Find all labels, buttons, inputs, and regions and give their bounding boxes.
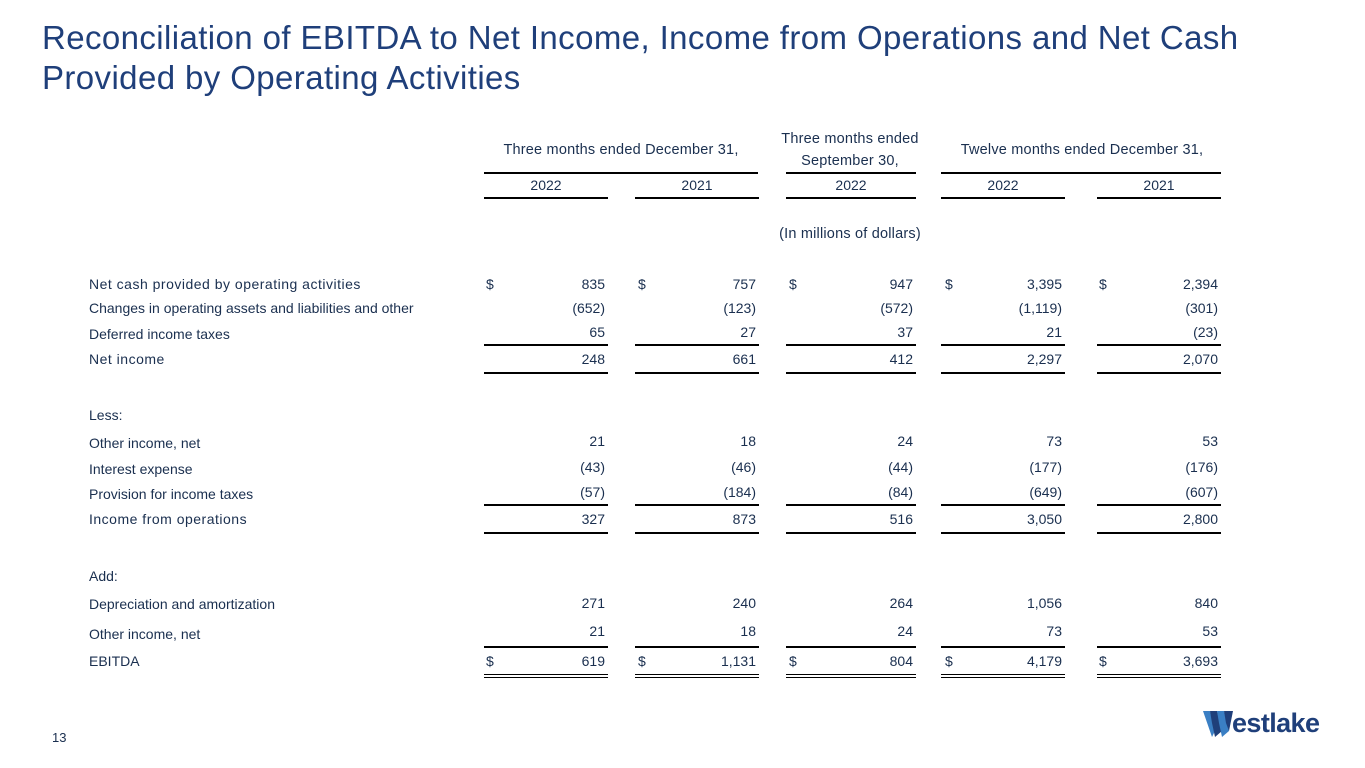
currency-symbol: $ <box>945 276 953 292</box>
cell-value: 2,297 <box>1026 351 1062 367</box>
subtotal-rule <box>484 646 608 648</box>
cell-value: (184) <box>723 484 756 500</box>
year-col-5: 2021 <box>1143 177 1175 193</box>
subtotal-rule <box>484 344 608 346</box>
double-total-rule <box>635 677 759 678</box>
double-total-rule <box>635 674 759 675</box>
row-label: EBITDA <box>89 653 140 669</box>
double-total-rule <box>941 677 1065 678</box>
total-rule <box>1097 372 1221 374</box>
header-three-months-dec: Three months ended December 31, <box>503 142 739 158</box>
cell-value: 21 <box>589 433 605 449</box>
subtotal-rule <box>1097 344 1221 346</box>
units-note: (In millions of dollars) <box>779 226 921 242</box>
table-row-depreciation <box>0 595 1365 615</box>
cell-value: 757 <box>732 276 756 292</box>
subtotal-rule <box>1097 646 1221 648</box>
cell-value: 873 <box>732 511 756 527</box>
row-label: Depreciation and amortization <box>89 596 275 612</box>
year-rule <box>941 197 1065 199</box>
cell-value: 37 <box>897 324 913 340</box>
table-row-net-income <box>0 351 1365 371</box>
cell-value: 1,056 <box>1026 595 1062 611</box>
table-row-ebitda <box>0 653 1365 673</box>
cell-value: 327 <box>581 511 605 527</box>
cell-value: 240 <box>732 595 756 611</box>
logo-wordmark: estlake <box>1232 708 1320 738</box>
cell-value: 1,131 <box>720 653 756 669</box>
total-rule <box>941 532 1065 534</box>
cell-value: 18 <box>740 433 756 449</box>
cell-value: 3,050 <box>1026 511 1062 527</box>
row-label: Provision for income taxes <box>89 486 254 502</box>
table-row-deferred-taxes <box>0 324 1365 344</box>
total-rule <box>786 532 916 534</box>
double-total-rule <box>1097 674 1221 675</box>
currency-symbol: $ <box>945 653 953 669</box>
cell-value: 804 <box>889 653 913 669</box>
cell-value: 73 <box>1046 433 1062 449</box>
cell-value: (46) <box>731 459 756 475</box>
cell-value: 2,800 <box>1182 511 1218 527</box>
header-three-months-sep-line1: Three months ended <box>781 131 919 147</box>
row-label: Net income <box>89 351 165 367</box>
page-number: 13 <box>52 730 67 745</box>
cell-value: 18 <box>740 623 756 639</box>
cell-value: (177) <box>1029 459 1062 475</box>
currency-symbol: $ <box>1099 276 1107 292</box>
table-row-changes-operating <box>0 300 1365 320</box>
year-rule <box>1097 197 1221 199</box>
cell-value: 3,395 <box>1026 276 1062 292</box>
table-row-income-operations <box>0 511 1365 531</box>
row-label: Add: <box>89 568 118 584</box>
currency-symbol: $ <box>486 276 494 292</box>
double-total-rule <box>941 674 1065 675</box>
row-label: Changes in operating assets and liabilities and other <box>89 300 414 316</box>
table-row-interest-expense <box>0 459 1365 479</box>
subtotal-rule <box>941 646 1065 648</box>
currency-symbol: $ <box>789 276 797 292</box>
cell-value: 835 <box>581 276 605 292</box>
cell-value: 619 <box>581 653 605 669</box>
row-label: Income from operations <box>89 511 248 527</box>
row-label: Deferred income taxes <box>89 326 230 342</box>
total-rule <box>941 372 1065 374</box>
subtotal-rule <box>786 504 916 506</box>
header-twelve-months-dec: Twelve months ended December 31, <box>960 142 1204 158</box>
row-label: Less: <box>89 407 123 423</box>
cell-value: 2,070 <box>1182 351 1218 367</box>
group-rule-three-months-sep <box>786 172 916 174</box>
cell-value: 516 <box>889 511 913 527</box>
cell-value: (652) <box>572 300 605 316</box>
header-three-months-sep <box>770 128 930 172</box>
page-title: Reconciliation of EBITDA to Net Income, Income from Operations and Net Cash Provided by Operating Activities <box>42 19 1239 96</box>
cell-value: (176) <box>1185 459 1218 475</box>
table-row-provision-taxes <box>0 484 1365 504</box>
cell-value: 21 <box>589 623 605 639</box>
cell-value: 840 <box>1194 595 1218 611</box>
cell-value: (1,119) <box>1018 300 1062 316</box>
total-rule <box>1097 532 1221 534</box>
row-label: Net cash provided by operating activities <box>89 276 361 292</box>
cell-value: 21 <box>1046 324 1062 340</box>
cell-value: 24 <box>897 433 913 449</box>
cell-value: (649) <box>1029 484 1062 500</box>
subtotal-rule <box>941 344 1065 346</box>
total-rule <box>786 372 916 374</box>
double-total-rule <box>484 674 608 675</box>
cell-value: 4,179 <box>1026 653 1062 669</box>
total-rule <box>484 532 608 534</box>
cell-value: 65 <box>589 324 605 340</box>
cell-value: 73 <box>1046 623 1062 639</box>
currency-symbol: $ <box>486 653 494 669</box>
year-rule <box>786 197 916 199</box>
cell-value: (44) <box>888 459 913 475</box>
subtotal-rule <box>1097 504 1221 506</box>
double-total-rule <box>786 674 916 675</box>
group-rule-three-months-dec <box>484 172 758 174</box>
currency-symbol: $ <box>638 653 646 669</box>
subtotal-rule <box>484 504 608 506</box>
table-row-net-cash <box>0 276 1365 296</box>
subtotal-rule <box>635 504 759 506</box>
cell-value: 24 <box>897 623 913 639</box>
table-row-other-income-add <box>0 623 1365 643</box>
cell-value: (84) <box>888 484 913 500</box>
year-col-4: 2022 <box>987 177 1019 193</box>
double-total-rule <box>786 677 916 678</box>
double-total-rule <box>484 677 608 678</box>
currency-symbol: $ <box>638 276 646 292</box>
cell-value: 661 <box>732 351 756 367</box>
table-row-other-income <box>0 433 1365 453</box>
cell-value: 264 <box>889 595 913 611</box>
row-label: Interest expense <box>89 461 193 477</box>
cell-value: 27 <box>740 324 756 340</box>
cell-value: 53 <box>1202 623 1218 639</box>
cell-value: (23) <box>1193 324 1218 340</box>
cell-value: (607) <box>1185 484 1218 500</box>
year-col-2: 2021 <box>681 177 713 193</box>
cell-value: (301) <box>1185 300 1218 316</box>
group-rule-twelve-months-dec <box>941 172 1221 174</box>
westlake-logo <box>1203 709 1337 739</box>
cell-value: (57) <box>580 484 605 500</box>
cell-value: (572) <box>880 300 913 316</box>
row-label: Other income, net <box>89 435 201 451</box>
header-three-months-sep-line2: September 30, <box>801 153 899 169</box>
year-rule <box>484 197 608 199</box>
cell-value: 412 <box>889 351 913 367</box>
year-col-1: 2022 <box>530 177 562 193</box>
currency-symbol: $ <box>789 653 797 669</box>
double-total-rule <box>1097 677 1221 678</box>
cell-value: 2,394 <box>1182 276 1218 292</box>
cell-value: 248 <box>581 351 605 367</box>
total-rule <box>635 372 759 374</box>
total-rule <box>484 372 608 374</box>
cell-value: (43) <box>580 459 605 475</box>
cell-value: 53 <box>1202 433 1218 449</box>
cell-value: 271 <box>581 595 605 611</box>
currency-symbol: $ <box>1099 653 1107 669</box>
year-rule <box>635 197 759 199</box>
cell-value: 3,693 <box>1182 653 1218 669</box>
row-label: Other income, net <box>89 626 201 642</box>
cell-value: (123) <box>723 300 756 316</box>
subtotal-rule <box>786 344 916 346</box>
subtotal-rule <box>941 504 1065 506</box>
year-col-3: 2022 <box>835 177 867 193</box>
subtotal-rule <box>786 646 916 648</box>
total-rule <box>635 532 759 534</box>
subtotal-rule <box>635 344 759 346</box>
cell-value: 947 <box>889 276 913 292</box>
section-label-less <box>0 407 1365 427</box>
subtotal-rule <box>635 646 759 648</box>
section-label-add <box>0 568 1365 588</box>
